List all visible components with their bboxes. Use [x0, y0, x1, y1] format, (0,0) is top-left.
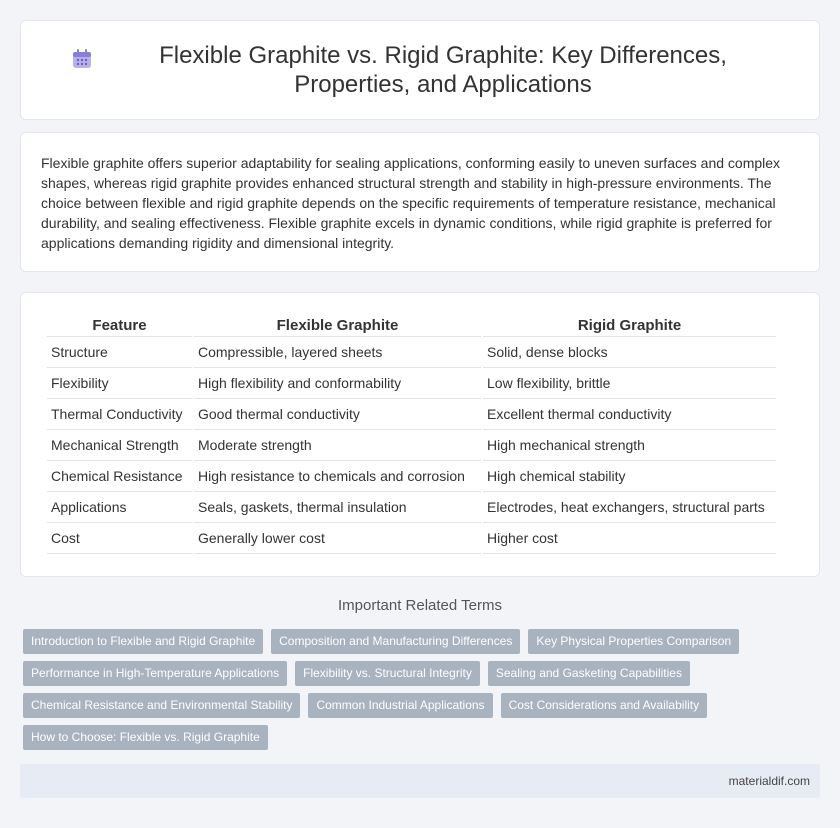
- table-cell: Electrodes, heat exchangers, structural parts: [483, 492, 776, 523]
- table-cell: High flexibility and conformability: [194, 368, 481, 399]
- column-header-flexible: Flexible Graphite: [194, 311, 481, 337]
- table-row: [47, 399, 776, 430]
- table-cell: Seals, gaskets, thermal insulation: [194, 492, 481, 523]
- related-terms-title: Important Related Terms: [338, 597, 502, 614]
- table-cell: Compressible, layered sheets: [194, 337, 481, 368]
- table-cell: Flexibility: [47, 368, 192, 399]
- column-header-rigid: Rigid Graphite: [483, 311, 776, 337]
- table-cell: Cost: [47, 523, 192, 554]
- table-cell: Moderate strength: [194, 430, 481, 461]
- table-cell: Applications: [47, 492, 192, 523]
- table-cell: Generally lower cost: [194, 523, 481, 554]
- table-cell: High chemical stability: [483, 461, 776, 492]
- table-cell: Thermal Conductivity: [47, 399, 192, 430]
- related-term-tag[interactable]: Key Physical Properties Comparison: [528, 629, 739, 654]
- table-cell: Structure: [47, 337, 192, 368]
- table-row: [47, 492, 776, 523]
- related-term-tag[interactable]: How to Choose: Flexible vs. Rigid Graphite: [23, 725, 268, 750]
- table-cell: Higher cost: [483, 523, 776, 554]
- table-cell: Mechanical Strength: [47, 430, 192, 461]
- table-cell: Excellent thermal conductivity: [483, 399, 776, 430]
- related-terms-tags: [23, 629, 823, 757]
- table-row: [47, 523, 776, 554]
- related-term-tag[interactable]: Composition and Manufacturing Differences: [271, 629, 520, 654]
- calendar-icon: [70, 47, 94, 71]
- table-cell: Good thermal conductivity: [194, 399, 481, 430]
- column-header-feature: Feature: [47, 311, 192, 337]
- table-cell: Solid, dense blocks: [483, 337, 776, 368]
- table-row: [47, 461, 776, 492]
- table-cell: High mechanical strength: [483, 430, 776, 461]
- table-cell: Chemical Resistance: [47, 461, 192, 492]
- table-row: [47, 337, 776, 368]
- footer-site-link[interactable]: materialdif.com: [728, 774, 810, 788]
- page-title: Flexible Graphite vs. Rigid Graphite: Key Differences, Properties, and Applications: [159, 42, 727, 98]
- comparison-table: [45, 311, 778, 554]
- related-term-tag[interactable]: Chemical Resistance and Environmental Stability: [23, 693, 300, 718]
- related-term-tag[interactable]: Common Industrial Applications: [308, 693, 492, 718]
- related-term-tag[interactable]: Sealing and Gasketing Capabilities: [488, 661, 690, 686]
- table-row: [47, 368, 776, 399]
- intro-paragraph: Flexible graphite offers superior adaptability for sealing applications, conforming easily to uneven surfaces and complex shapes, whereas rigid graphite provides enhanced structural strength and stability in high-pressure environments. The choice between flexible and rigid graphite depends on the specific requirements of temperature resistance, mechanical durability, and sealing effectiveness. Flexible graphite excels in dynamic conditions, while rigid graphite is preferred for applications demanding rigidity and dimensional integrity.: [41, 155, 781, 251]
- table-row: [47, 430, 776, 461]
- footer: [20, 764, 820, 798]
- table-cell: High resistance to chemicals and corrosion: [194, 461, 481, 492]
- intro-card: [20, 132, 820, 272]
- header-card: [20, 20, 820, 120]
- title-wrap: [70, 41, 770, 99]
- related-term-tag[interactable]: Introduction to Flexible and Rigid Graphite: [23, 629, 263, 654]
- related-term-tag[interactable]: Flexibility vs. Structural Integrity: [295, 661, 480, 686]
- table-cell: Low flexibility, brittle: [483, 368, 776, 399]
- table-header-row: [47, 311, 776, 337]
- related-term-tag[interactable]: Cost Considerations and Availability: [501, 693, 708, 718]
- comparison-table-card: [20, 292, 820, 577]
- related-term-tag[interactable]: Performance in High-Temperature Applications: [23, 661, 287, 686]
